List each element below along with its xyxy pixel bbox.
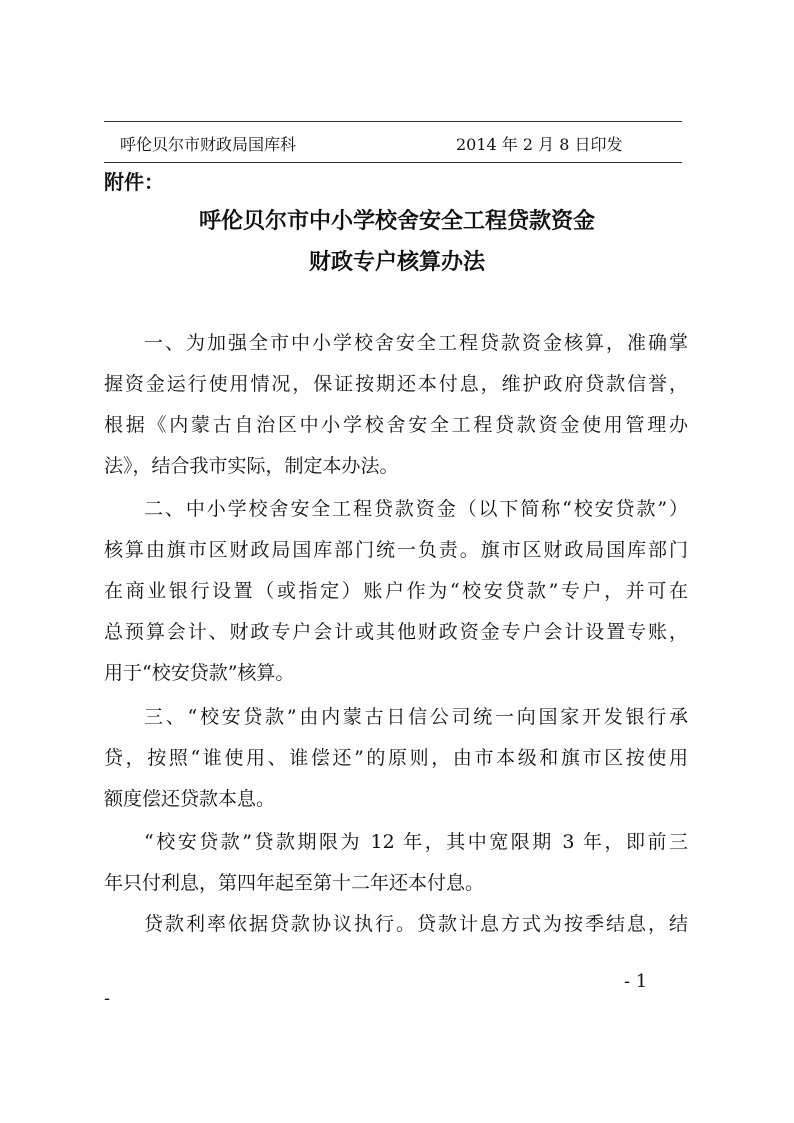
- attachment-label: 附件：: [104, 170, 164, 194]
- body-line: 核算由旗市区财政局国库部门统一负责。旗市区财政局国库部门: [104, 539, 688, 561]
- body-line: 在商业银行设置（或指定）账户作为“校安贷款”专户，并可在: [104, 580, 688, 602]
- body-line: 三、“校安贷款”由内蒙古日信公司统一向国家开发银行承: [144, 706, 688, 728]
- header-top-rule: [104, 121, 682, 122]
- issuer-name: 呼伦贝尔市财政局国库科: [120, 135, 297, 154]
- body-line: 用于“校安贷款”核算。: [104, 662, 295, 684]
- header-bottom-rule: [104, 162, 682, 163]
- body-line: 贷款利率依据贷款协议执行。贷款计息方式为按季结息，结: [144, 913, 688, 935]
- body-line: 法》，结合我市实际，制定本办法。: [104, 455, 399, 477]
- body-line: “校安贷款”贷款期限为 12 年，其中宽限期 3 年，即前三: [144, 831, 688, 853]
- body-line: 二、中小学校舍安全工程贷款资金（以下简称“校安贷款”）: [144, 498, 688, 520]
- body-line: 握资金运行使用情况，保证按期还本付息，维护政府贷款信誉，: [104, 373, 688, 395]
- page-number-tail: -: [104, 988, 111, 1009]
- page-number: - 1: [624, 971, 648, 992]
- body-line: 年只付利息，第四年起至第十二年还本付息。: [104, 872, 485, 894]
- document-title-line-2: 财政专户核算办法: [308, 249, 485, 275]
- issue-date: 2014 年 2 月 8 日印发: [456, 135, 623, 154]
- document-title-line-1: 呼伦贝尔市中小学校舍安全工程贷款资金: [198, 208, 595, 234]
- body-line: 一、为加强全市中小学校舍安全工程贷款资金核算，准确掌: [144, 332, 688, 354]
- body-line: 贷，按照“谁使用、谁偿还”的原则，由市本级和旗市区按使用: [104, 747, 688, 769]
- body-line: 总预算会计、财政专户会计或其他财政资金专户会计设置专账，: [104, 621, 688, 643]
- body-line: 额度偿还贷款本息。: [104, 788, 276, 810]
- body-line: 根据《内蒙古自治区中小学校舍安全工程贷款资金使用管理办: [104, 414, 688, 436]
